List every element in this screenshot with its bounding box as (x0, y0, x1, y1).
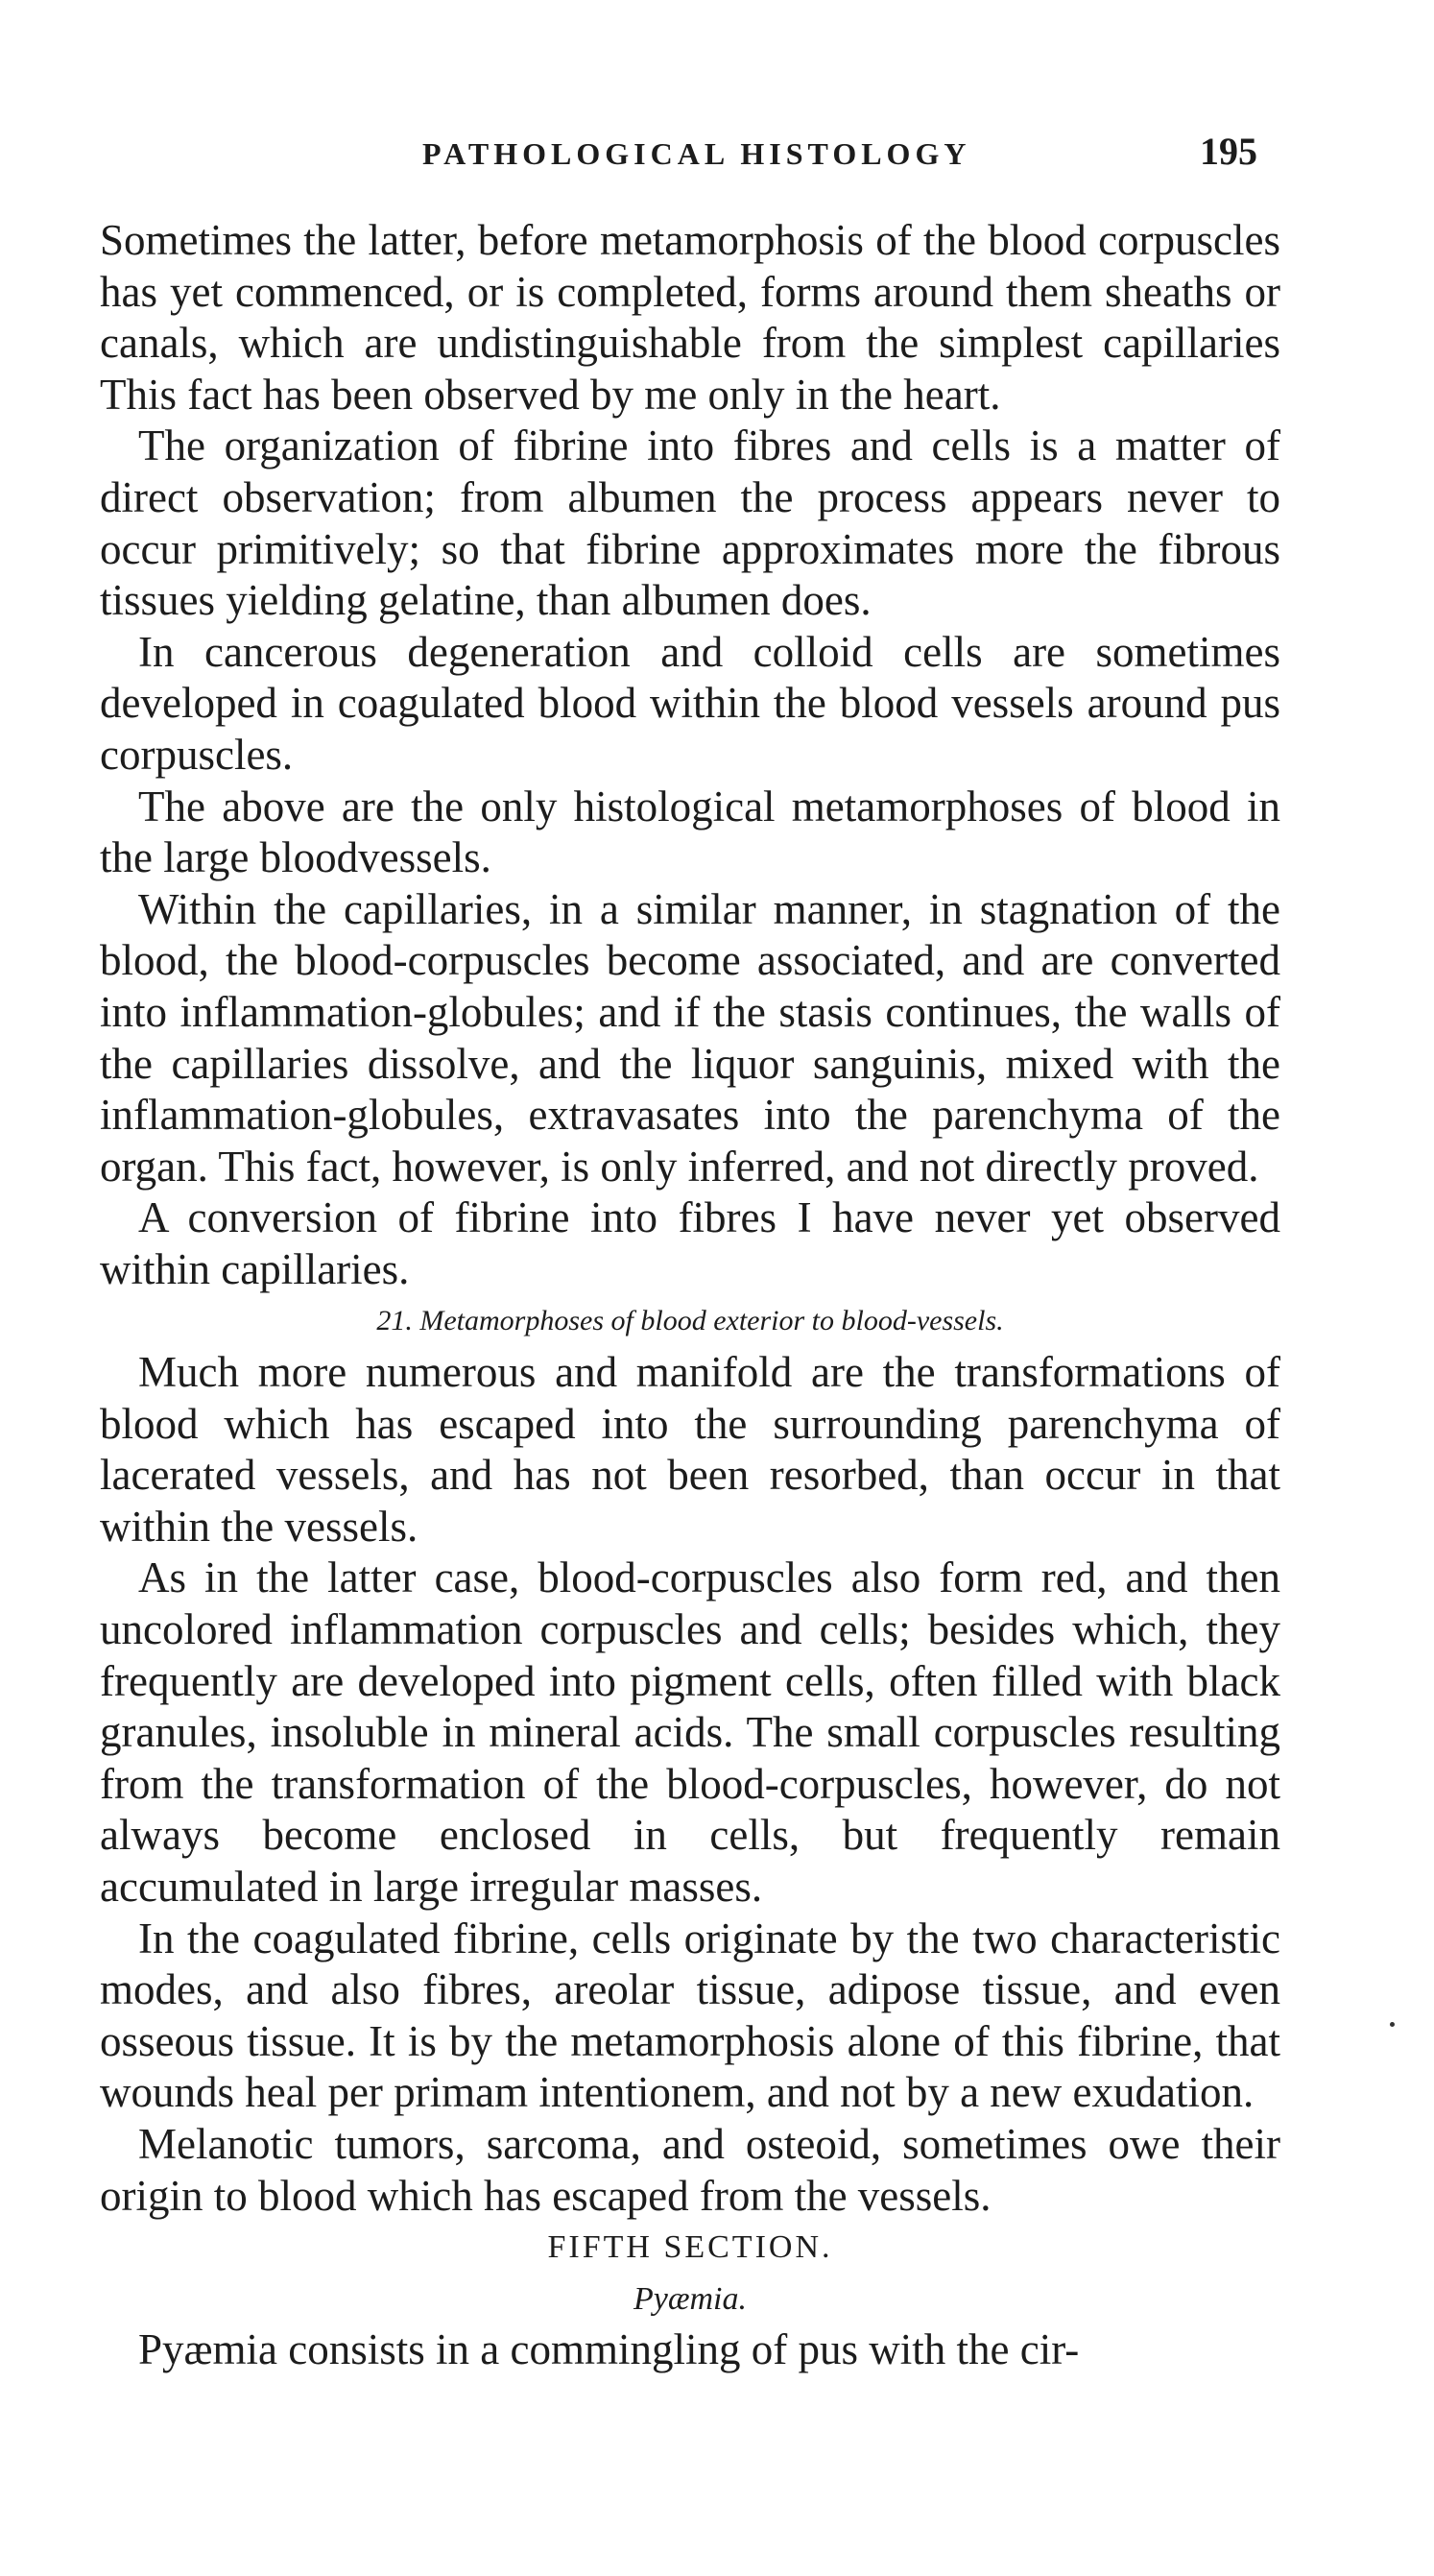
margin-speck (1390, 2022, 1395, 2027)
paragraph: In the coagulated fibrine, cells originate by the two characteristic modes, and also fibres, areolar tissue, adipose tissue, and even osseous tissue. It is by the metamorphosis alone of this fibrine, that wounds heal per primam intentionem, and not by a new exudation. (100, 1914, 1280, 2117)
paragraph: Pyæmia consists in a commingling of pus with the cir- (138, 2325, 1080, 2374)
paragraph: The organization of fibrine into fibres and cells is a matter of direct observation; from albumen the process appears never to occur primitively; so that fibrine approximates more the fibrous tissues yielding gelatine, than albumen does. (100, 421, 1280, 625)
page-number: 195 (1200, 130, 1257, 173)
section-title: FIFTH SECTION. (547, 2229, 833, 2266)
paragraph: Much more numerous and manifold are the transformations of blood which has escaped into the surrounding parenchyma of lacerated vessels, and has not been resorbed, than occur in that within the vessels. (100, 1348, 1280, 1551)
running-head: PATHOLOGICAL HISTOLOGY (422, 136, 971, 171)
paragraph: In cancerous degeneration and colloid cells are sometimes developed in coagulated blood within the blood vessels around pus corpuscles. (100, 627, 1280, 779)
body-text (100, 215, 1280, 2376)
subheading: 21. Metamorphoses of blood exterior to blood-vessels. (376, 1305, 1004, 1337)
section-subtitle: Pyæmia. (633, 2280, 748, 2317)
paragraph: A conversion of fibrine into fibres I have never yet observed within capillaries. (100, 1193, 1280, 1293)
paragraph: The above are the only histological metamorphoses of blood in the large bloodvessels. (100, 782, 1280, 882)
paragraph: Melanotic tumors, sarcoma, and osteoid, sometimes owe their origin to blood which has escaped from the vessels. (100, 2119, 1280, 2220)
paragraph: As in the latter case, blood-corpuscles also form red, and then uncolored inflammation corpuscles and cells; besides which, they frequently are developed into pigment cells, often filled with black granules, insoluble in mineral acids. The small corpuscles resulting from the transformation of the blood-corpuscles, however, do not always become enclosed in cells, but frequently remain accumulated in large irregular masses. (100, 1553, 1280, 1911)
paragraph: Within the capillaries, in a similar manner, in stagnation of the blood, the blood-corpuscles become associated, and are converted into inflammation-globules; and if the stasis continues, the walls of the capillaries dissolve, and the liquor sanguinis, mixed with the inflammation-globules, extravasates into the parenchyma of the organ. This fact, however, is only inferred, and not directly proved. (100, 884, 1280, 1191)
paragraph: Sometimes the latter, before metamorphosis of the blood corpuscles has yet commenced, or is completed, forms around them sheaths or canals, which are undistinguishable from the simplest capillaries This fact has been observed by me only in the heart. (100, 216, 1280, 419)
